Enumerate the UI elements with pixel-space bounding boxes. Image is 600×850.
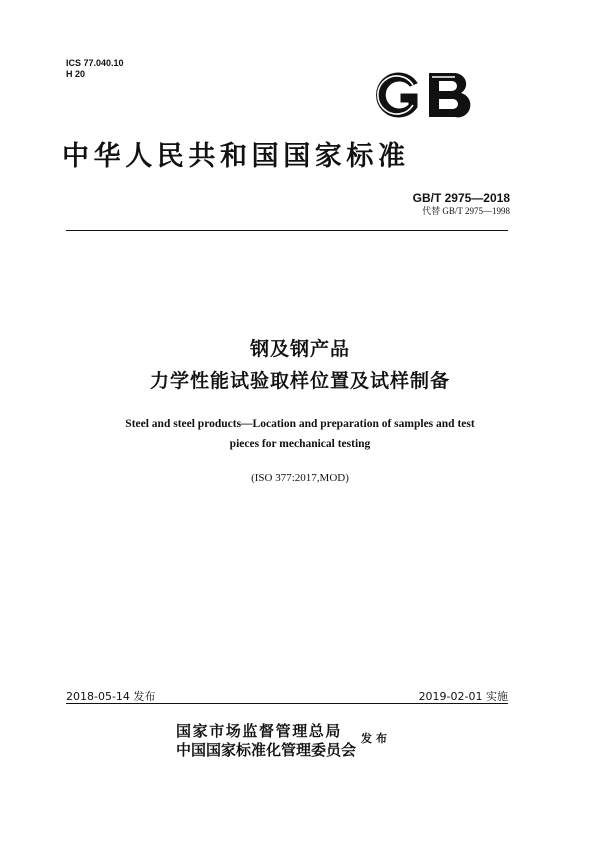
issuer-line2: 中国国家标准化管理委员会 <box>176 741 357 759</box>
replaces-note: 代替 GB/T 2975—1998 <box>422 206 510 216</box>
iso-equivalence: (ISO 377:2017,MOD) <box>251 472 349 484</box>
top-divider <box>66 230 508 231</box>
ccs-code: H 20 <box>66 69 86 79</box>
title-cn-line2: 力学性能试验取样位置及试样制备 <box>149 370 450 392</box>
gb-logo-icon <box>373 69 477 121</box>
title-en-line1: Steel and steel products—Location and preparation of samples and test <box>125 418 475 430</box>
issue-date: 2018-05-14 发布 <box>66 690 156 703</box>
classification-codes <box>66 58 124 80</box>
standard-code-block <box>413 191 510 217</box>
issuer-line1: 国家市场监督管理总局 <box>176 722 343 740</box>
title-cn-line1: 钢及钢产品 <box>249 338 350 360</box>
standard-number: GB/T 2975—2018 <box>412 191 510 205</box>
standard-type-heading: 中华人民共和国国家标准 <box>62 141 410 172</box>
ics-code: ICS 77.040.10 <box>66 58 124 68</box>
title-en-line2: pieces for mechanical testing <box>229 438 371 450</box>
publish-label: 发布 <box>361 732 391 745</box>
issuing-authorities <box>176 722 356 760</box>
bottom-divider <box>66 703 508 704</box>
title-en <box>60 414 540 454</box>
implementation-date: 2019-02-01 实施 <box>418 690 508 703</box>
